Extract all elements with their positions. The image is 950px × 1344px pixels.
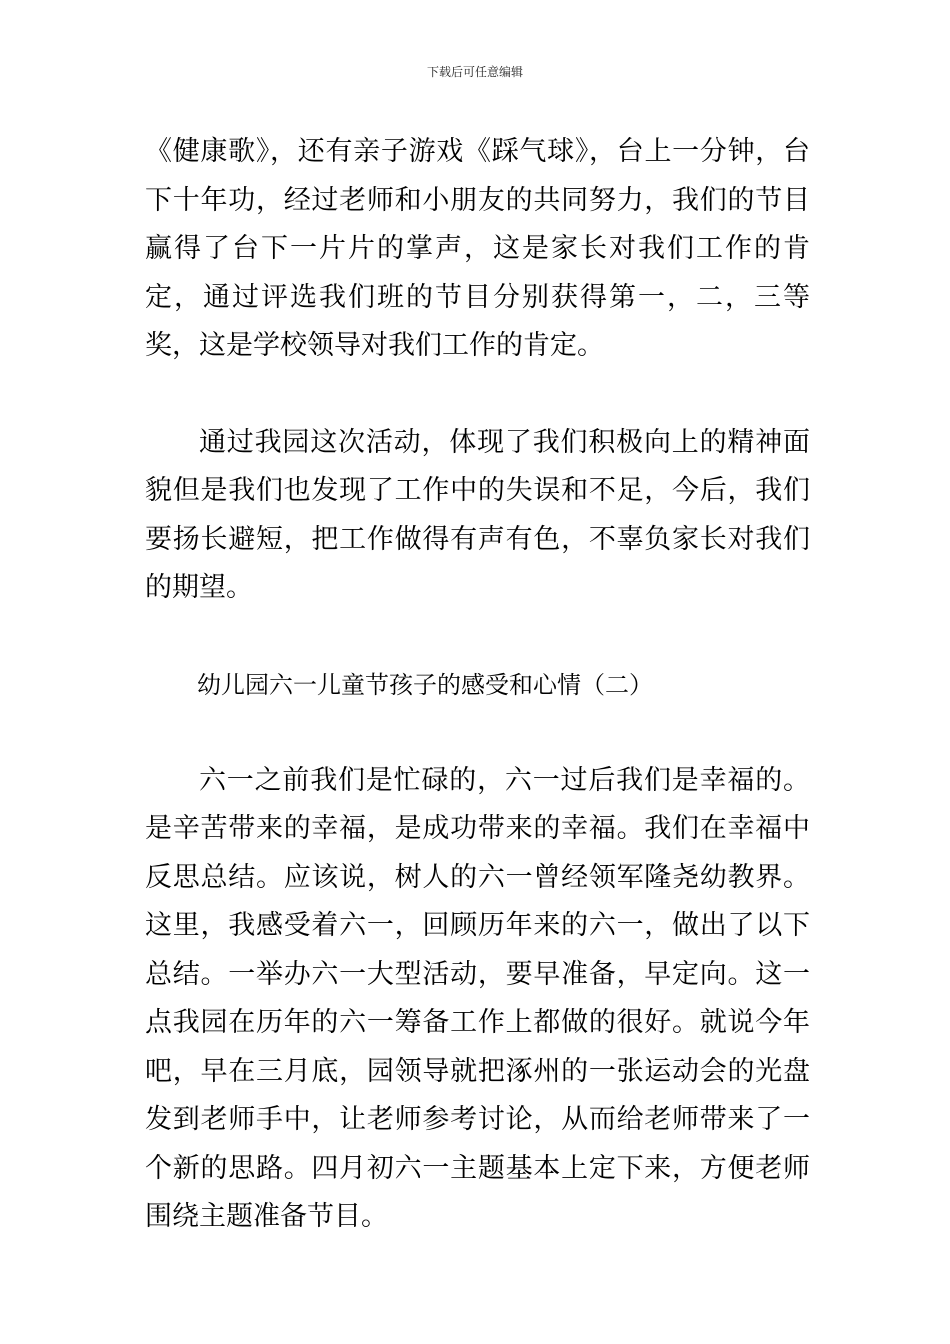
document-body (145, 128, 810, 1242)
paragraph-1: 《健康歌》，还有亲子游戏《踩气球》，台上一分钟，台下十年功，经过老师和小朋友的共同努力，我们的节目赢得了台下一片片的掌声，这是家长对我们工作的肯定，通过评选我们班的节目分别获得第一，二，三等奖，这是学校领导对我们工作的肯定。 (145, 136, 810, 361)
paragraph-gap (145, 613, 810, 661)
paragraph-gap (145, 709, 810, 757)
paragraph-gap (145, 371, 810, 419)
paragraph-3: 六一之前我们是忙碌的，六一过后我们是幸福的。是辛苦带来的幸福，是成功带来的幸福。我们在幸福中反思总结。应该说，树人的六一曾经领军隆尧幼教界。这里，我感受着六一，回顾历年来的六一，做出了以下总结。一举办六一大型活动，要早准备，早定向。这一点我园在历年的六一筹备工作上都做的很好。就说今年吧，早在三月底，园领导就把涿州的一张运动会的光盘发到老师手中，让老师参考讨论，从而给老师带来了一个新的思路。四月初六一主题基本上定下来，方便老师围绕主题准备节目。 (145, 764, 810, 1232)
section-title: 幼儿园六一儿童节孩子的感受和心情（二） (197, 670, 653, 699)
paragraph-2: 通过我园这次活动，体现了我们积极向上的精神面貌但是我们也发现了工作中的失误和不足，今后，我们要扬长避短，把工作做得有声有色，不辜负家长对我们的期望。 (145, 426, 810, 603)
page-header: 下载后可任意编辑 (426, 65, 523, 79)
